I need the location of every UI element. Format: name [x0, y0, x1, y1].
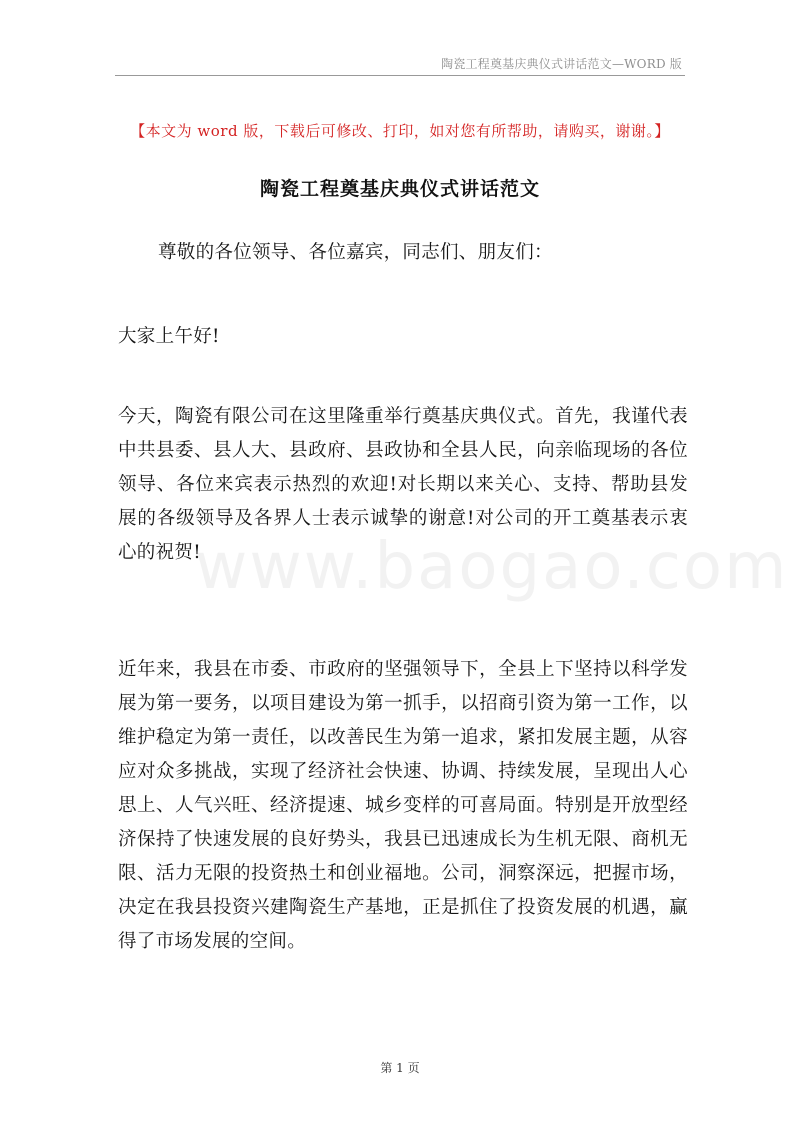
- salutation: 尊敬的各位领导、各位嘉宾，同志们、朋友们：: [158, 242, 553, 263]
- header-divider: [115, 75, 685, 76]
- watermark: www.baogao.com: [195, 530, 789, 604]
- download-notice: 【本文为 word 版，下载后可修改、打印，如对您有所帮助，请购买，谢谢。】: [130, 122, 670, 140]
- opening-greeting: 大家上午好!: [118, 326, 220, 347]
- document-title: 陶瓷工程奠基庆典仪式讲话范文: [259, 178, 540, 200]
- paragraph-text: 近年来，我县在市委、市政府的坚强领导下，全县上下坚持以科学发展为第一要务，以项目建设为第一抓手，以招商引资为第一工作，以维护稳定为第一责任，以改善民生为第一追求，紧扣发展主题，从容应对众多挑战，实现了经济社会快速、协调、持续发展，呈现出人心思上、人气兴旺、经济提速、城乡变样的可喜局面。特别是开放型经济保持了快速发展的良好势头，我县已迅速成长为生机无限、商机无限、活力无限的投资热土和创业福地。公司，洞察深远，把握市场，决定在我县投资兴建陶瓷生产基地，正是抓住了投资发展的机遇，赢得了市场发展的空间。: [118, 659, 688, 952]
- paragraph-development: [118, 653, 688, 1033]
- paragraph-welcome: [118, 400, 789, 605]
- page-header: 陶瓷工程奠基庆典仪式讲话范文—WORD 版: [441, 57, 682, 71]
- paragraph-text: 今天，陶瓷有限公司在这里隆重举行奠基庆典仪式。首先，我谨代表中共县委、县人大、县政府、县政协和全县人民，向亲临现场的各位领导、各位来宾表示热烈的欢迎!对长期以来关心、支持、帮助县发展的各级领导及各界人士表示诚挚的谢意!对公司的开工奠基表示衷心的祝贺!: [118, 406, 688, 563]
- page-number: 第 1 页: [380, 1061, 420, 1075]
